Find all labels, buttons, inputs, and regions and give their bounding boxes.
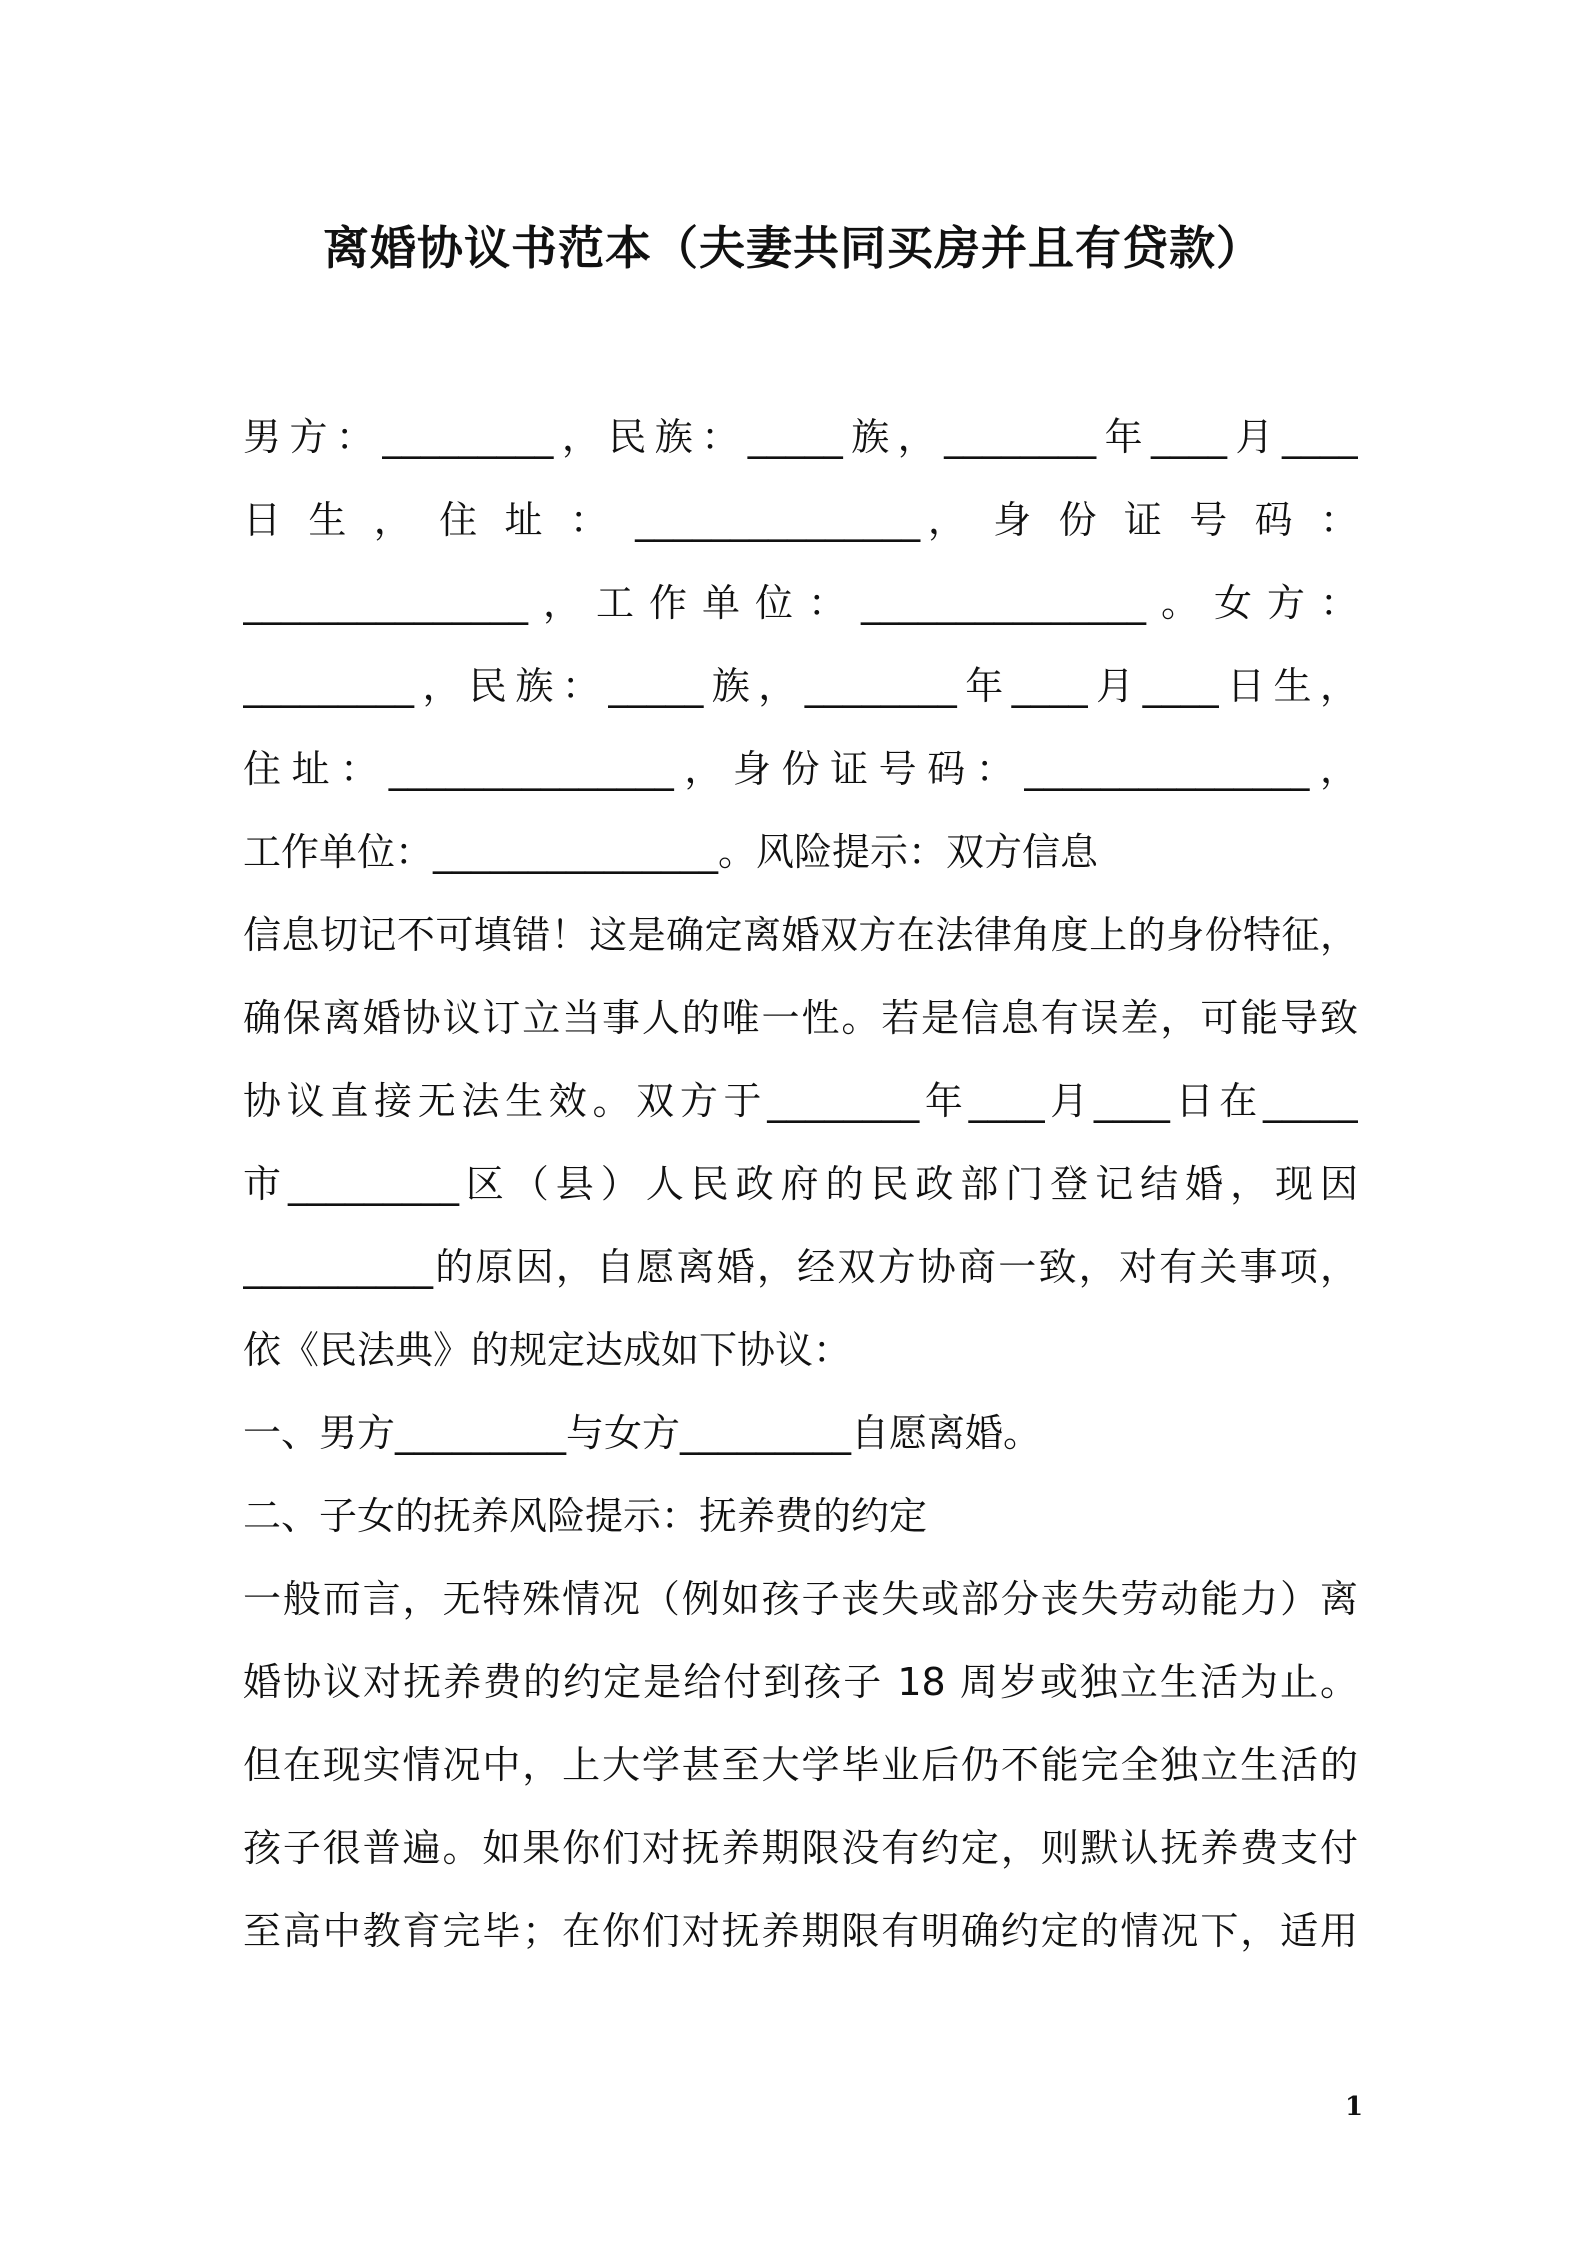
body-line: _________，民族：_____族，________年____月____日生， (243, 664, 1358, 708)
body-line: 确保离婚协议订立当事人的唯一性。若是信息有误差，可能导致 (243, 996, 1358, 1040)
body-line: __________的原因，自愿离婚，经双方协商一致，对有关事项， (243, 1245, 1358, 1289)
page-number: 1 (1344, 2092, 1364, 2122)
body-line: 但在现实情况中，上大学甚至大学毕业后仍不能完全独立生活的 (243, 1743, 1358, 1787)
body-line: 男方：_________，民族：_____族，________年____月____ (243, 415, 1358, 459)
body-line: 至高中教育完毕；在你们对抚养期限有明确约定的情况下，适用 (243, 1909, 1358, 1953)
body-line: _______________，工作单位：_______________。女方： (243, 581, 1358, 625)
section-heading: 一、男方_________与女方_________自愿离婚。 (243, 1411, 1042, 1455)
body-line: 协议直接无法生效。双方于________年____月____日在_____ (243, 1079, 1358, 1123)
body-line: 依《民法典》的规定达成如下协议： (243, 1328, 852, 1372)
document-title: 离婚协议书范本（夫妻共同买房并且有贷款） (323, 221, 1263, 275)
body-line: 工作单位：_______________。风险提示：双方信息 (243, 830, 1099, 874)
body-line: 住址：_______________，身份证号码：_______________， (243, 747, 1358, 791)
body-line: 一般而言，无特殊情况（例如孩子丧失或部分丧失劳动能力）离 (243, 1577, 1358, 1621)
body-line: 信息切记不可填错！这是确定离婚双方在法律角度上的身份特征， (243, 913, 1358, 957)
body-line: 婚协议对抚养费的约定是给付到孩子 18 周岁或独立生活为止。 (243, 1660, 1358, 1704)
body-line: 孩子很普遍。如果你们对抚养期限没有约定，则默认抚养费支付 (243, 1826, 1358, 1870)
body-line: 日 生 ， 住 址 ： _______________， 身 份 证 号 码 ： (243, 498, 1358, 542)
section-heading: 二、子女的抚养风险提示：抚养费的约定 (243, 1494, 928, 1538)
body-line: 市_________区（县）人民政府的民政部门登记结婚，现因 (243, 1162, 1358, 1206)
